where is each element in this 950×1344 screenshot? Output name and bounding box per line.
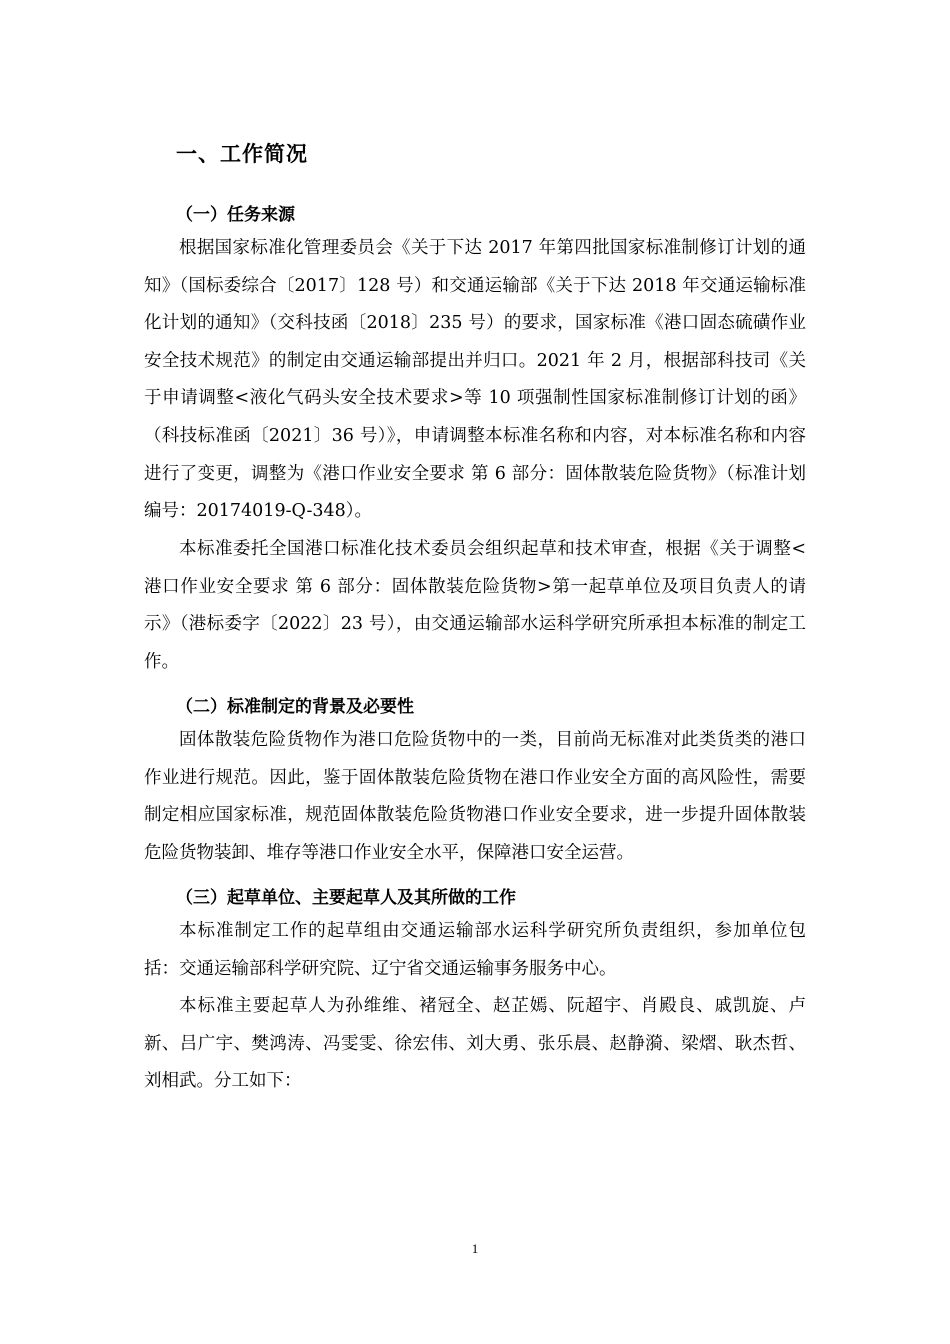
paragraph-background: 固体散装危险货物作为港口危险货物中的一类，目前尚无标准对此类货类的港口作业进行规范。因此，鉴于固体散装危险货物在港口作业安全方面的高风险性，需要制定相应国家标准，规范固体散装危险货物港口作业安全要求，进一步提升固体散装危险货物装卸、堆存等港口作业安全水平，保障港口安全运营。 bbox=[144, 730, 806, 863]
subsection-heading-background: （二）标准制定的背景及必要性 bbox=[176, 697, 414, 717]
paragraph-drafting-units: 本标准制定工作的起草组由交通运输部水运科学研究所负责组织，参加单位包括：交通运输部科学研究院、辽宁省交通运输事务服务中心。 bbox=[144, 921, 806, 979]
paragraph-task-source-2: 本标准委托全国港口标准化技术委员会组织起草和技术审查，根据《关于调整<港口作业安全要求 第 6 部分：固体散装危险货物>第一起草单位及项目负责人的请示》（港标委字〔2022〕23 号），由交通运输部水运科学研究所承担本标准的制定工作。 bbox=[144, 539, 806, 672]
subsection-heading-drafters: （三）起草单位、主要起草人及其所做的工作 bbox=[176, 888, 516, 908]
page-number: 1 bbox=[471, 1241, 479, 1256]
paragraph-drafters: 本标准主要起草人为孙维维、褚冠全、赵芷嫣、阮超宇、肖殿良、戚凯旋、卢新、吕广宇、樊鸿涛、冯雯雯、徐宏伟、刘大勇、张乐晨、赵静漪、梁熠、耿杰哲、刘相武。分工如下： bbox=[144, 996, 806, 1092]
subsection-heading-task-source: （一）任务来源 bbox=[176, 205, 295, 225]
section-title: 一、工作简况 bbox=[176, 142, 308, 166]
paragraph-task-source-1: 根据国家标准化管理委员会《关于下达 2017 年第四批国家标准制修订计划的通知》（国标委综合〔2017〕128 号）和交通运输部《关于下达 2018 年交通运输标准化计划的通知》（交科技函〔2018〕235 号）的要求，国家标准《港口固态硫磺作业安全技术规范》的制定由交通运输部提出并归口。2021 年 2 月，根据部科技司《关于申请调整<液化气码头安全技术要求>等 10 项强制性国家标准制修订计划的函》（科技标准函〔2021〕36 号）》，申请调整本标准名称和内容，对本标准名称和内容进行了变更，调整为《港口作业安全要求 第 6 部分：固体散装危险货物》（标准计划编号：20174019-Q-348）。 bbox=[144, 238, 806, 522]
